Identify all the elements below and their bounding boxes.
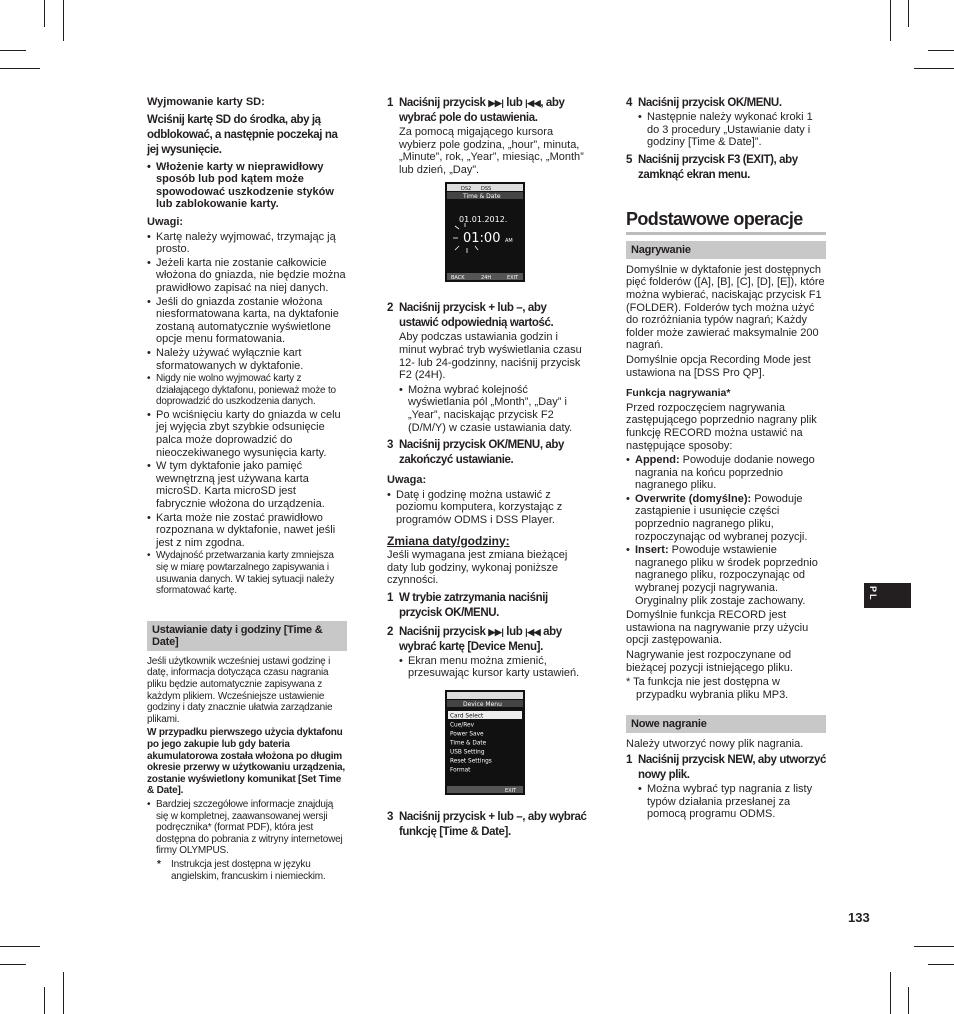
step-number: 2 (387, 625, 393, 638)
step-number: 5 (626, 153, 632, 166)
lcd-time-date-screen (445, 182, 525, 285)
lcd-tag-2: DSS (481, 186, 492, 193)
fast-forward-icon: ▶▶| (488, 626, 504, 637)
new-step-1 (626, 753, 826, 783)
note-item: • Wydajność przetwarzania karty zmniejsza się w miarę powtarzalnego zapisywania i usuwania danych. W takiej sytuacji należy sformatować kartę. (147, 550, 347, 596)
change-step-2 (387, 625, 587, 655)
crop-mark (914, 946, 954, 947)
step-text: lub (503, 625, 526, 638)
softkey-exit: EXIT (505, 788, 517, 795)
crop-mark (908, 987, 909, 1014)
note-item: • Karta może nie zostać prawidłowo rozpoznana w dyktafonie, nawet jeśli jest z nim zgodna. (147, 512, 347, 550)
step-text: Naciśnij przycisk (399, 97, 489, 109)
step-number: 2 (387, 302, 393, 315)
step-text: lub (503, 97, 526, 109)
menu-item: Format (450, 767, 471, 774)
step-number: 3 (387, 811, 393, 824)
note-item: • Jeżeli karta nie zostanie całkowicie włożona do gniazda, nie będzie można prawidłowo zapisać na niej danych. (147, 257, 347, 295)
step-text: Naciśnij przycisk OK/MENU, aby zakończyć ustawianie. (399, 439, 565, 467)
column-left (147, 96, 347, 884)
page-number: 133 (848, 910, 870, 925)
note-item: • Kartę należy wyjmować, trzymając ją prosto. (147, 231, 347, 256)
fast-forward-icon: ▶▶| (488, 98, 504, 108)
note-item: • W tym dyktafonie jako pamięć wewnętrzną jest używana karta microSD. Karta microSD jest fabrycznie włożona do urządzenia. (147, 460, 347, 510)
lcd-title: Time & Date (463, 193, 501, 201)
option-key: Overwrite (domyślne): (635, 492, 752, 505)
page-heading: Podstawowe operacje (626, 209, 826, 235)
menu-item-selected: Card Select (450, 713, 484, 720)
step-text: Naciśnij przycisk F3 (EXIT), aby zamknąć ekran menu. (638, 153, 798, 181)
option-desc: Powoduje dodanie nowego nagrania na końcu poprzednio nagranego pliku. (635, 454, 815, 492)
section-header-recording: Nagrywanie (626, 241, 826, 259)
change-step-1 (387, 591, 587, 621)
softkey-2: 24H (481, 275, 492, 282)
option-desc: Powoduje zastąpienie i usunięcie części poprzednio nagranego pliku, rozpoczynając od wybranej pozycji. (635, 492, 808, 543)
option-insert (626, 544, 826, 607)
crop-mark (928, 964, 954, 965)
notes-list (147, 231, 347, 597)
footnote-star: * (157, 858, 161, 870)
note-item: • Po wciśnięciu karty do gniazda w celu jej wyjęcia zbyt szybkie odsunięcie palca może doprowadzić do nieoczekiwanego wysunięcia karty. (147, 409, 347, 459)
warning-item: • Włożenie karty w nieprawidłowy sposób lub pod kątem może spowodować uszkodzenie styków lub zablokowanie karty. (147, 161, 347, 211)
section-header-time-date: Ustawianie daty i godziny [Time & Date] (147, 621, 347, 651)
menu-item: USB Setting (450, 749, 485, 756)
step-1 (387, 96, 587, 126)
recording-function-text: Przed rozpoczęciem nagrywania zastępującego poprzednio nagrany plik funkcję RECORD można ustawić na następujące sposoby: (626, 401, 817, 452)
recording-function-options (626, 454, 826, 607)
lcd-time: 01:00 (463, 231, 501, 247)
remove-card-warning (147, 161, 347, 211)
column-right (626, 96, 826, 823)
step-2 (387, 301, 587, 331)
step-text: aby wybrać kartę [Device Menu]. (399, 625, 562, 653)
step-number: 1 (387, 97, 393, 109)
step-text: Naciśnij przycisk + lub –, aby wybrać funkcję [Time & Date]. (399, 811, 587, 839)
note-item: • Następnie należy wykonać kroki 1 do 3 procedury „Ustawianie daty i godziny [Time & Date]”. (638, 111, 826, 149)
note-title: Uwaga: (387, 474, 427, 487)
remove-card-title: Wyjmowanie karty SD: (147, 96, 265, 108)
note-item: • Należy używać wyłącznie kart sformatowanych w dyktafonie. (147, 347, 347, 372)
new-step-1-notes (626, 783, 826, 821)
crop-mark (890, 0, 891, 41)
note-item: • Ekran menu można zmienić, przesuwając kursor karty ustawień. (399, 655, 587, 680)
note-list (387, 489, 587, 527)
change-date-title: Zmiana daty/godziny: (387, 533, 510, 548)
softkey-1: BACK (451, 275, 465, 282)
time-date-first-use: W przypadku pierwszego użycia dyktafonu po jego zakupie lub gdy bateria akumulatorowa została włożona po długim okresie przerwy w użytkowaniu urządzenia, zostanie wyświetlony komunikat [Set Time & Date]. (147, 727, 345, 797)
lcd-tag-1: DS2 (461, 186, 472, 193)
language-tab (864, 583, 911, 608)
step-text: Naciśnij przycisk NEW, aby utworzyć nowy plik. (638, 753, 826, 781)
softkey-3: EXIT (507, 275, 519, 282)
new-recording-text: Należy utworzyć nowy plik nagrania. (626, 738, 804, 751)
step-5 (626, 153, 826, 183)
recording-default-text: Domyślnie funkcja RECORD jest ustawiona na nagrywanie przy użyciu opcji zastępowania. (626, 609, 809, 647)
time-date-intro: Jeśli użytkownik wcześniej ustawi godzinę i datę, informacja dotycząca czasu nagrania pliku będzie automatycznie zapisywana z każdym plikiem. Wcześniejsze ustawienie godziny i daty znacznie ułatwia zarządzanie plikami. (147, 655, 333, 725)
step-text: W trybie zatrzymania naciśnij przycisk OK/MENU. (399, 591, 548, 619)
recording-mode-text: Domyślnie opcja Recording Mode jest ustawiona na [DSS Pro QP]. (626, 353, 811, 379)
step-2-detail: Aby podczas ustawiania godzin i minut wybrać tryb wyświetlania czasu 12- lub 24-godzinny, naciśnij przycisk F2 (24H). (399, 331, 582, 382)
menu-item: Reset Settings (450, 758, 492, 765)
footnote-text: Instrukcja jest dostępna w języku angielskim, francuskim i niemieckim. (171, 858, 326, 883)
step-number: 1 (626, 753, 632, 766)
lcd-date: 01.01.2012. (459, 215, 508, 225)
note-item: • Jeśli do gniazda zostanie włożona niesformatowana karta, na dyktafonie zostaną automatycznie wyświetlone opcje menu formatowania. (147, 296, 347, 346)
recording-position-text: Nagrywanie jest rozpoczynane od bieżącej pozycji istniejącego pliku. (626, 649, 793, 674)
crop-mark (0, 50, 26, 51)
step-text: Naciśnij przycisk (399, 625, 489, 638)
option-key: Insert: (635, 544, 669, 557)
step-number: 3 (387, 439, 393, 452)
menu-item: Power Save (450, 731, 484, 738)
recording-footnote: * Ta funkcja nie jest dostępna w przypadku wybrania pliku MP3. (626, 676, 789, 701)
menu-item: Cue/Rev (450, 722, 475, 729)
rewind-icon: |◀◀ (525, 626, 541, 637)
column-middle (387, 96, 587, 840)
option-desc: Powoduje wstawienie nagranego pliku w środek poprzednio nagranego pliku, rozpoczynając od wybranej pozycji nagrywania. Oryginalny plik zostaje zachowany. (635, 544, 818, 607)
crop-mark (0, 68, 40, 69)
crop-mark (63, 972, 64, 1014)
step-text: Naciśnij przycisk + lub –, aby ustawić odpowiednią wartość. (399, 302, 554, 330)
step-text: , aby wybrać pole do ustawienia. (399, 97, 565, 124)
step-number: 1 (387, 591, 393, 604)
change-date-intro: Jeśli wymagana jest zmiana bieżącej daty lub godziny, wykonaj poniższe czynności. (387, 549, 568, 587)
notes-title: Uwagi: (147, 215, 184, 228)
recording-text: Domyślnie w dyktafonie jest dostępnych pięć folderów ([A], [B], [C], [D], [E]), które można wybierać, naciskając przycisk F1 (FOLDER). Folderów tych można użyć do rozróżniania typów nagrań; Każdy folder może zawierać maksymalnie 200 nagrań. (626, 263, 825, 352)
option-key: Append: (635, 454, 680, 467)
crop-mark (890, 972, 891, 1014)
language-tab-label: PL (868, 586, 878, 602)
lcd-ampm: AM (505, 238, 513, 245)
crop-mark (44, 987, 45, 1014)
step-2-notes (387, 384, 587, 434)
section-header-new-recording: Nowe nagranie (626, 715, 826, 733)
crop-mark (914, 68, 954, 69)
time-date-notes (147, 799, 347, 857)
change-step-3 (387, 810, 587, 840)
crop-mark (0, 964, 26, 965)
step-4-notes (626, 111, 826, 149)
step-4 (626, 96, 826, 111)
step-number: 4 (626, 97, 632, 109)
menu-item: Time & Date (450, 740, 487, 747)
lcd-title: Device Menu (463, 701, 502, 709)
step-1-detail: Za pomocą migającego kursora wybierz pole godzina, „hour”, minuta, „Minute”, rok, „Year”, miesiąc, „Month” lub dzień, „Day”. (399, 126, 584, 176)
note-item: • Datę i godzinę można ustawić z poziomu komputera, korzystając z programów ODMS i DSS Player. (387, 489, 587, 527)
crop-mark (44, 0, 45, 27)
crop-mark (928, 50, 954, 51)
option-append (626, 454, 826, 492)
change-step-2-notes (387, 655, 587, 680)
step-3 (387, 438, 587, 468)
crop-mark (0, 946, 40, 947)
note-item: • Można wybrać typ nagrania z listy typów działania przesłanej za pomocą programu ODMS. (638, 783, 826, 821)
crop-mark (908, 0, 909, 27)
crop-mark (63, 0, 64, 41)
note-item: • Można wybrać kolejność wyświetlania pól „Month”, „Day” i „Year”, naciskając przycisk F2 (D/M/Y) w czasie ustawiania daty. (399, 384, 587, 434)
step-text: Naciśnij przycisk OK/MENU. (638, 97, 782, 109)
option-overwrite (626, 493, 826, 543)
note-item: • Bardziej szczegółowe informacje znajdują się w kompletnej, zaawansowanej wersji podręcznika* (format PDF), która jest dostępna do pobrania z witryny internetowej firmy OLYMPUS. (147, 799, 347, 857)
remove-card-lead: Wciśnij kartę SD do środka, aby ją odblokować, a następnie poczekaj na jej wysunięcie. (147, 113, 338, 156)
footnote (147, 859, 347, 884)
note-item: • Nigdy nie wolno wyjmować karty z działającego dyktafonu, ponieważ może to doprowadzić do uszkodzenia danych. (147, 373, 347, 408)
recording-function-title: Funkcja nagrywania* (626, 387, 731, 400)
rewind-icon: |◀◀ (525, 98, 541, 108)
lcd-device-menu-screen (445, 690, 525, 798)
